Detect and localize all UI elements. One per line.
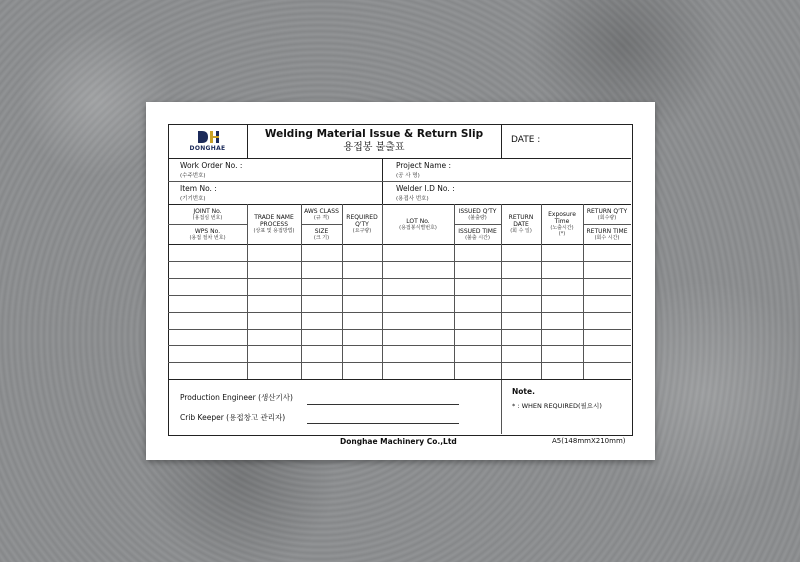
logo-mark-icon — [196, 130, 220, 144]
item-no-sub: (기기번호) — [180, 196, 206, 202]
col-size: SIZE (크 기) — [313, 227, 330, 241]
logo-text: DONGHAE — [189, 145, 226, 152]
note-title: Note. — [512, 387, 535, 396]
table-row — [168, 295, 631, 296]
work-order-label: Work Order No. : — [180, 161, 243, 170]
col-issued-qty: ISSUED Q'TY (불출량) — [458, 207, 497, 221]
crib-keeper-label: Crib Keeper (용접창고 관리자) — [180, 413, 286, 422]
date-label: DATE : — [511, 135, 541, 145]
form-paper — [146, 102, 655, 460]
table-row — [168, 329, 631, 330]
col-required-qty: REQUIRED Q'TY (요구량) — [346, 214, 378, 234]
welder-id-sub: (용접사 번호) — [396, 196, 429, 202]
title-ko: 용접봉 불출표 — [343, 142, 405, 153]
col-trade-name: TRADE NAME PROCESS (상표 및 용접방법) — [253, 214, 295, 234]
col-return-time: RETURN TIME (회수 시간) — [586, 227, 628, 241]
crib-keeper-signature-line[interactable] — [307, 423, 459, 424]
table-row — [168, 261, 631, 262]
col-exposure-time: Exposure Time (노출시간) (*) — [548, 211, 576, 237]
production-engineer-signature-line[interactable] — [307, 404, 459, 405]
table-row — [168, 362, 631, 363]
col-wps-no: WPS No. (용접 절차 번호) — [189, 227, 226, 241]
company-logo — [168, 124, 247, 158]
col-return-date: RETURN DATE (회 수 일) — [508, 214, 534, 234]
table-row — [168, 278, 631, 279]
table-row — [168, 345, 631, 346]
footer-size: A5(148mmX210mm) — [552, 437, 626, 445]
work-order-sub: (수주번호) — [180, 173, 206, 179]
table-row — [168, 312, 631, 313]
project-name-label: Project Name : — [396, 161, 452, 170]
col-aws-class: AWS CLASS (규 격) — [304, 207, 339, 221]
footer-company: Donghae Machinery Co.,Ltd — [340, 437, 457, 446]
note-text: * : WHEN REQUIRED(필요시) — [512, 402, 602, 410]
col-lot-no: LOT No. (용접봉식별번호) — [399, 217, 437, 231]
col-joint-no: JOINT No. (용접심 번호) — [192, 207, 223, 221]
title-en: Welding Material Issue & Return Slip — [264, 128, 484, 140]
welder-id-label: Welder I.D No. : — [396, 184, 455, 193]
form-title — [247, 124, 501, 158]
project-name-sub: (공 사 명) — [396, 173, 420, 179]
col-return-qty: RETURN Q'TY (회수량) — [586, 207, 628, 221]
col-issued-time: ISSUED TIME (불출 시간) — [458, 227, 497, 241]
production-engineer-label: Production Engineer (생산기사) — [180, 393, 293, 402]
item-no-label: Item No. : — [180, 184, 217, 193]
slip-form — [168, 124, 633, 446]
